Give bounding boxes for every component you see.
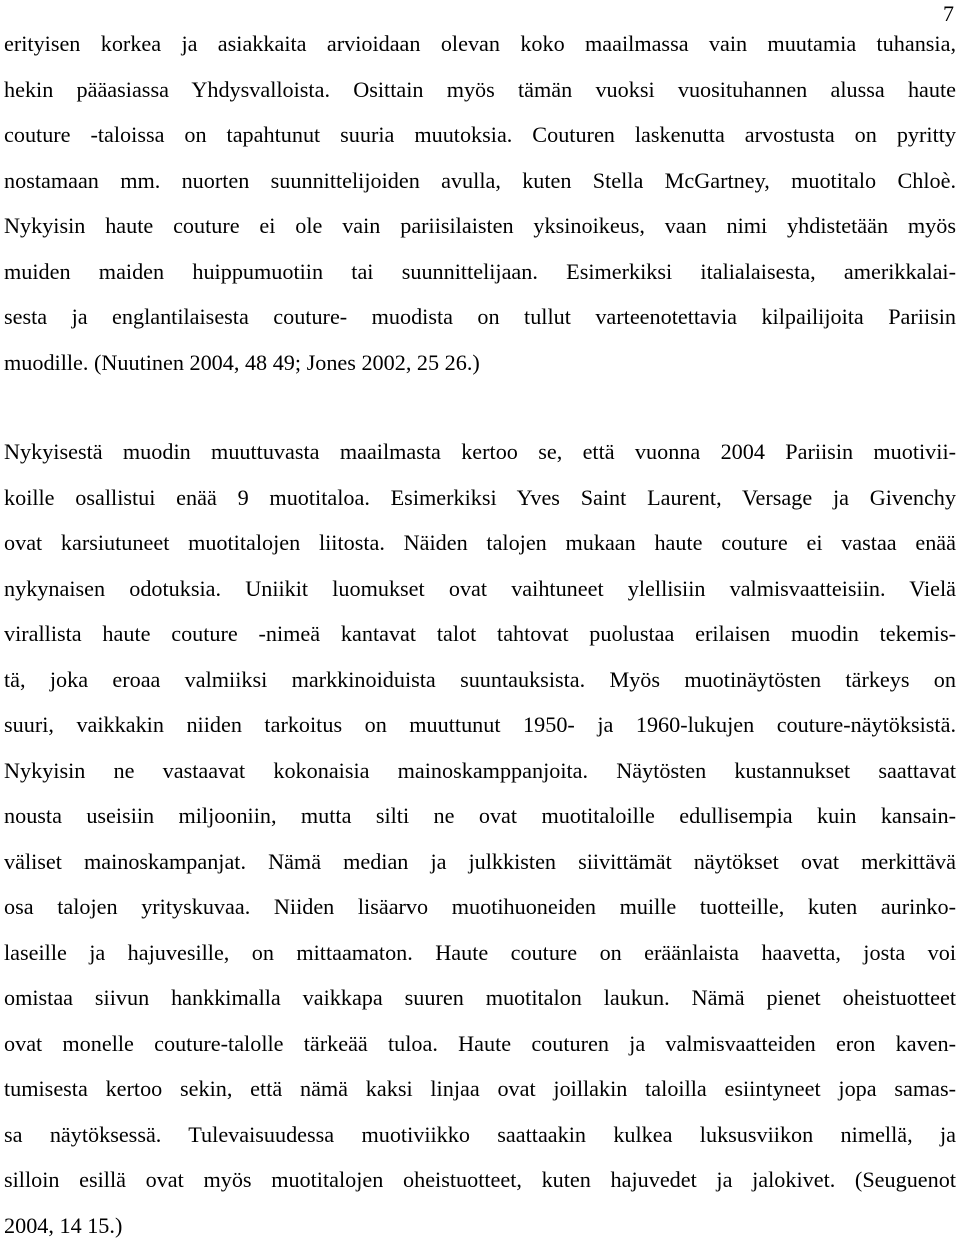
text-line: virallista haute couture -nimeä kantavat talot tahtovat puolustaa erilaisen muodin tekemis- [4, 611, 956, 657]
text-line: erityisen korkea ja asiakkaita arvioidaan olevan koko maailmassa vain muutamia tuhansia, [4, 21, 956, 67]
text-line: Nykyisin haute couture ei ole vain pariisilaisten yksinoikeus, vaan nimi yhdistetään myös [4, 203, 956, 249]
text-line: nousta useisiin miljooniin, mutta silti ne ovat muotitaloille edullisempia kuin kansain- [4, 793, 956, 839]
text-line: nostamaan mm. nuorten suunnittelijoiden avulla, kuten Stella McGartney, muotitalo Chloè. [4, 158, 956, 204]
text-line: sa näytöksessä. Tulevaisuudessa muotiviikko saattaakin kulkea luksusviikon nimellä, ja [4, 1112, 956, 1158]
text-line: muodille. (Nuutinen 2004, 48 49; Jones 2002, 25 26.) [4, 340, 956, 386]
text-line: omistaa siivun hankkimalla vaikkapa suuren muotitalon laukun. Nämä pienet oheistuotteet [4, 975, 956, 1021]
text-line: suuri, vaikkakin niiden tarkoitus on muuttunut 1950- ja 1960-lukujen couture-näytöksistä. [4, 702, 956, 748]
text-line: Nykyisestä muodin muuttuvasta maailmasta kertoo se, että vuonna 2004 Pariisin muotivii- [4, 429, 956, 475]
paragraph-fashion-week-world [4, 429, 956, 1248]
text-line: tä, joka eroaa valmiiksi markkinoiduista suuntauksista. Myös muotinäytösten tärkeys on [4, 657, 956, 703]
text-line: silloin esillä ovat myös muotitalojen oheistuotteet, kuten hajuvedet ja jalokivet. (Seuguenot [4, 1157, 956, 1203]
paragraph-fashion-houses-changes [4, 21, 956, 385]
text-line: Nykyisin ne vastaavat kokonaisia mainoskamppanjoita. Näytösten kustannukset saattavat [4, 748, 956, 794]
text-line: väliset mainoskampanjat. Nämä median ja julkkisten siivittämät näytökset ovat merkittävä [4, 839, 956, 885]
page-number: 7 [943, 2, 954, 26]
text-line: couture -taloissa on tapahtunut suuria muutoksia. Couturen laskenutta arvostusta on pyritty [4, 112, 956, 158]
text-line: sesta ja englantilaisesta couture- muodista on tullut varteenotettavia kilpailijoita Pariisin [4, 294, 956, 340]
text-line: koille osallistui enää 9 muotitaloa. Esimerkiksi Yves Saint Laurent, Versage ja Givenchy [4, 475, 956, 521]
text-line: ovat karsiutuneet muotitalojen liitosta. Näiden talojen mukaan haute couture ei vastaa enää [4, 520, 956, 566]
text-line: ovat monelle couture-talolle tärkeää tuloa. Haute couturen ja valmisvaatteiden eron kaven- [4, 1021, 956, 1067]
text-line: laseille ja hajuvesille, on mittaamaton. Haute couture on eräänlaista haavetta, josta voi [4, 930, 956, 976]
text-line: nykynaisen odotuksia. Uniikit luomukset ovat vaihtuneet ylellisiin valmisvaatteisiin. Vielä [4, 566, 956, 612]
text-line: hekin pääasiassa Yhdysvalloista. Osittain myös tämän vuoksi vuosituhannen alussa haute [4, 67, 956, 113]
text-line: muiden maiden huippumuotiin tai suunnittelijaan. Esimerkiksi italialaisesta, amerikkalai- [4, 249, 956, 295]
text-line: tumisesta kertoo sekin, että nämä kaksi linjaa ovat joillakin taloilla esiintyneet jopa samas- [4, 1066, 956, 1112]
text-line: osa talojen yrityskuvaa. Niiden lisäarvo muotihuoneiden muille tuotteille, kuten aurinko- [4, 884, 956, 930]
text-line: 2004, 14 15.) [4, 1203, 956, 1248]
